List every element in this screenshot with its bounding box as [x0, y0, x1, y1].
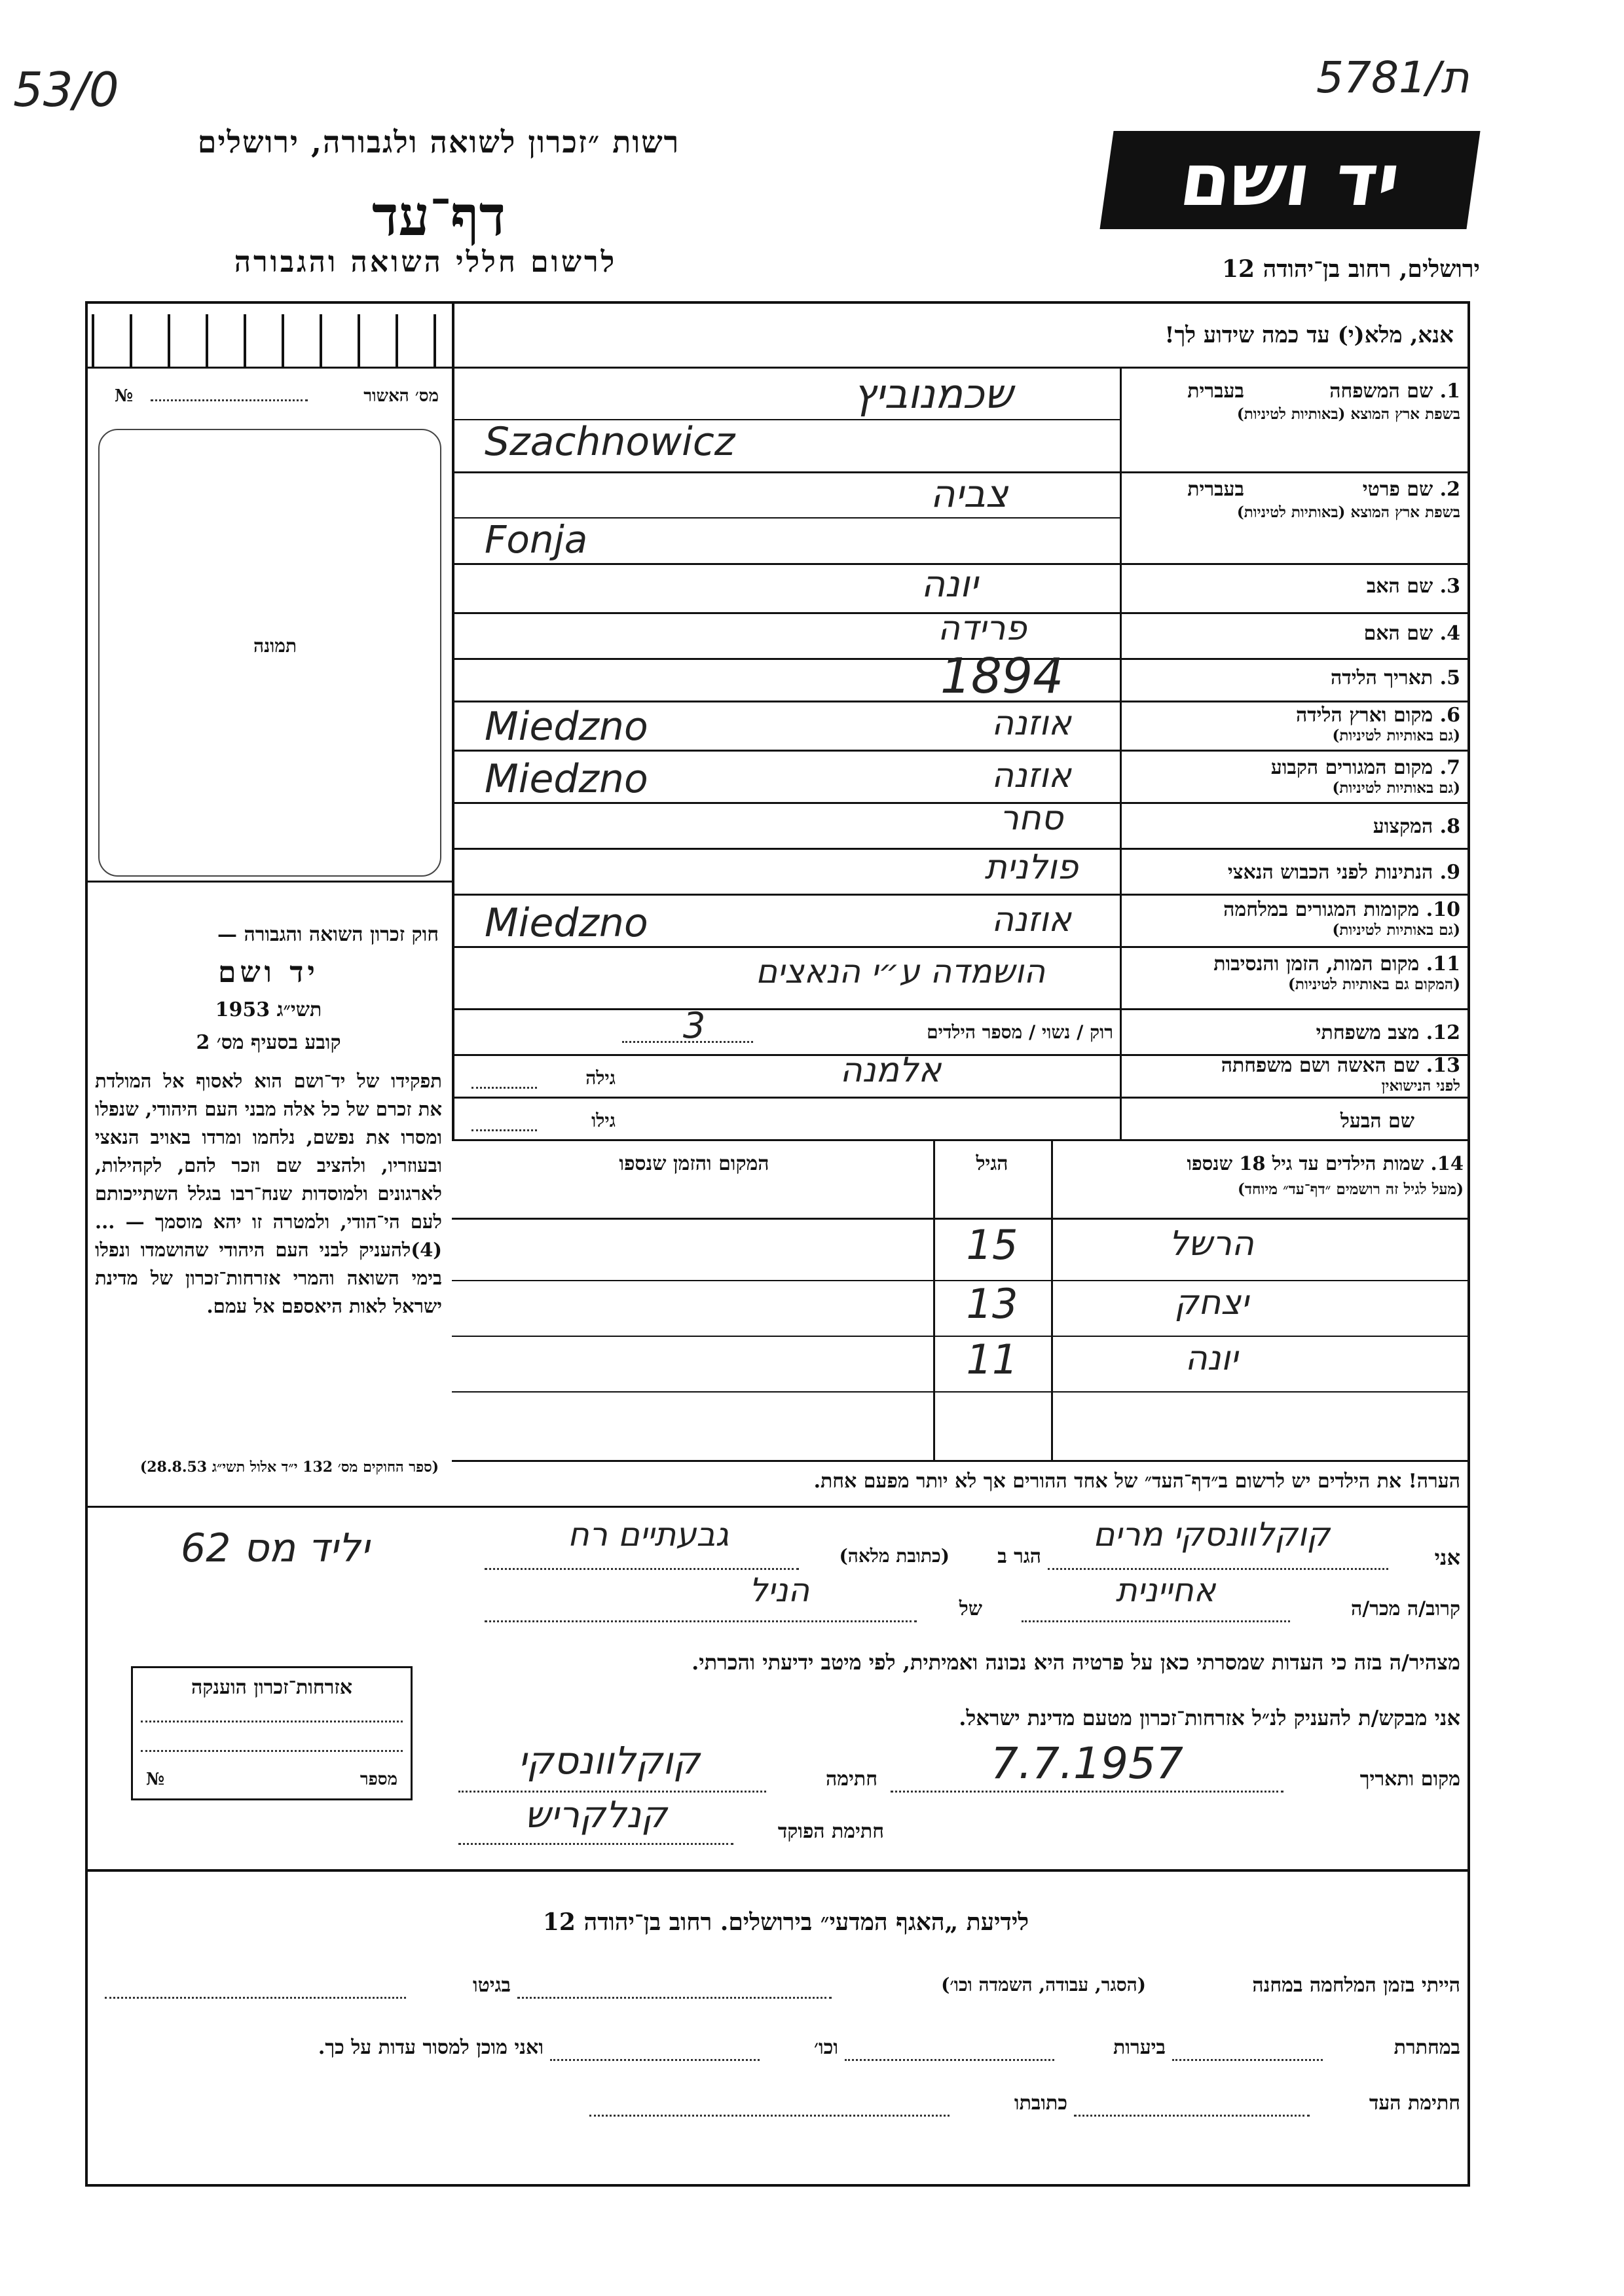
field-marital-status: 12. מצב משפחתי [1316, 1021, 1460, 1044]
footer-line1-c: בגיטו [472, 1974, 511, 1997]
child-age: 11 [966, 1336, 1018, 1383]
of-value: הניל [748, 1571, 810, 1609]
law-title: חוק זכרון השואה והגבורה — [217, 923, 439, 946]
footer-line2-d: ואני מוכן למסור עדות על כך. [318, 2036, 544, 2059]
field-first-name-tag: בעברית [1187, 478, 1244, 501]
footer-line3-a: חתימת העד [1369, 2092, 1460, 2115]
yad-vashem-logo: יד ושם [1099, 131, 1480, 229]
child-age: 15 [966, 1221, 1018, 1269]
field-birth-place: 6. מקום וארץ הלידה (גם באותיות לטיניות) [1295, 704, 1460, 744]
witness-i-label: אני [1434, 1545, 1460, 1570]
form-title: דף־עד [371, 183, 506, 248]
residence-hebrew: אוזנה [991, 756, 1071, 795]
field-wartime-residence: 10. מקומות המגורים במלחמה (גם באותיות לטיניות) [1223, 898, 1460, 939]
children-count-value: 3 [682, 1005, 706, 1046]
official-signature-label: חתימת הפוקד [777, 1820, 884, 1843]
marital-options: רוק / נשוי / מספר הילדים [927, 1021, 1113, 1043]
footer-line2-a: במחתרת [1393, 2036, 1460, 2059]
field-first-name: 2. שם פרטי בשפת ארץ המוצא (באותיות לטיניות) [1236, 478, 1460, 521]
family-name-latin: Szachnowicz [485, 419, 735, 465]
corner-note-top-right: 5ת/781 [1316, 52, 1469, 103]
witness-residing-label: הגר ב [997, 1545, 1041, 1568]
tick-row [92, 314, 449, 367]
declaration: מצהיר/ה בזה כי העדות שמסרתי כאן על פרטיה היא נכונה ואמיתית, לפי מיטב ידיעתי והכרתי. [692, 1650, 1460, 1675]
field-citizenship: 9. הנתינות לפני הכבוש הנאצי [1227, 861, 1460, 884]
field-mother-name: 4. שם האם [1363, 622, 1460, 645]
place-date-label: מקום ותאריך [1359, 1768, 1460, 1791]
child-name: הרשל [1169, 1224, 1254, 1264]
law-name: יד ושם [218, 956, 319, 989]
field-residence: 7. מקום המגורים הקבוע (גם באותיות לטיניות) [1270, 756, 1460, 797]
field-death: 11. מקום המות, הזמן והנסיבות (המקום גם באותיות לטיניות) [1213, 953, 1460, 993]
first-name-hebrew: צביה [930, 471, 1008, 516]
approval-no-sign: № [115, 386, 134, 406]
place-date-value: 7.7.1957 [991, 1738, 1183, 1789]
children-header-place: המקום והזמן שנספו [619, 1152, 769, 1175]
father-name-value: יונה [921, 563, 978, 606]
family-name-hebrew: שכמנוביץ [853, 370, 1013, 418]
address: ירושלים, רחוב בן־יהודה 12 [1221, 255, 1480, 283]
relation-value: אחיינית [1115, 1571, 1216, 1609]
law-reference: (ספר החוקים מס׳ 132 י״ד אלול תשי״ג 28.8.53) [139, 1459, 439, 1476]
cert-no-sign: № [146, 1770, 165, 1789]
birth-place-hebrew: אוזנה [991, 704, 1071, 743]
value-label-divider [1120, 367, 1122, 1139]
field-birth-date: 5. תאריך הלידה [1331, 666, 1460, 689]
law-year: 1953 [215, 998, 270, 1021]
law-year-line [98, 998, 439, 1021]
field-father-name: 3. שם האב [1366, 575, 1460, 598]
footer-line2-b: ביערות [1113, 2036, 1166, 2059]
official-signature-value: קנלקריש [525, 1794, 667, 1836]
signature-label: חתימה [826, 1768, 877, 1791]
law-year-hebrew: תשי״ג [276, 998, 322, 1021]
law-clause: קובע בסעיף מס׳ 2 [196, 1031, 341, 1054]
birth-place-latin: Miedzno [485, 704, 648, 750]
birth-date-value: 1894 [940, 648, 1064, 704]
field-profession: 8. המקצוע [1373, 815, 1460, 838]
profession-value: סחר [999, 799, 1063, 838]
of-label: של [959, 1597, 982, 1620]
corner-note-top-left: 53/0 [13, 62, 119, 117]
wife-name-value: אלמנה [840, 1051, 942, 1090]
signature-value: קוקלוונסקי [518, 1738, 700, 1783]
field-husband-name: שם הבעל [1340, 1110, 1414, 1133]
approval-label: מס׳ האשור [363, 386, 439, 406]
child-name: יצחק [1174, 1283, 1249, 1322]
husband-age-label: גילו [591, 1110, 616, 1131]
field-family-name: 1. שם המשפחה בשפת ארץ המוצא (באותיות לטיניות) [1236, 380, 1460, 423]
wartime-residence-hebrew: אוזנה [991, 900, 1071, 939]
death-value: הושמדה ע״י הנאצים [755, 953, 1046, 991]
footer-line1-b: (הסגר, עבודה, השמדה וכו׳) [941, 1974, 1146, 1995]
mother-name-value: פרידה [938, 609, 1027, 648]
instruction: אנא, מלא(י) עד כמה שידוע לך! [1164, 322, 1454, 348]
field-wife-name: 13. שם האשה ושם משפחתה לפני הנישואין [1221, 1054, 1460, 1095]
first-name-latin: Fonja [485, 517, 588, 562]
wartime-residence-latin: Miedzno [485, 900, 648, 946]
footer-line3-b: כתובתו [1014, 2092, 1067, 2115]
children-header-age: הגיל [976, 1152, 1008, 1175]
citizenship-value: פולנית [984, 848, 1079, 887]
children-note: הערה! את הילדים יש לרשום ב״דף־העד״ של אחד ההורים אך לא יותר מפעם אחת. [813, 1470, 1460, 1493]
witness-name: קוקלוונסקי מרים [1093, 1516, 1330, 1554]
law-text: תפקידו של יד־ושם הוא לאסוף אל המולדת את זכרם של כל אלה מבני העם היהודי, שנפלו ומסרו את נפשם, נלחמו ומרדו באויב הנאצי ובעוזריו, ולהציב שם וזכר להם, לקהילות, לארגונים ולמוסדות שנח־רבו בגלל השתייכותם לעם הי־הודי, ולמטרה זו יהא מוסמך — ...(4)להעניק לבני העם היהודי שהושמדו ונפלו בימי השואה והמרי אזרחות־זכרון של מדינת ישראל לאות היאספם אל עמם. [95, 1070, 442, 1317]
request: אני מבקש/ת להעניק לנ״ל אזרחות־זכרון מטעם מדינת ישראל. [959, 1705, 1460, 1730]
photo-label: תמונה [253, 635, 297, 657]
children-header: 14. שמות הילדים עד גיל 18 שנספו (מעל לגיל זה רושמים ״דף־עד״ מיוחד) [1187, 1152, 1464, 1198]
left-panel-divider [452, 301, 454, 1139]
authority-name: רשות ״זכרון לשואה ולגבורה, ירושלים [197, 124, 680, 160]
memorial-citizenship-box [131, 1666, 413, 1800]
cert-no-label: מספר [360, 1770, 397, 1789]
cert-title: אזרחות־זכרון הוענקה [191, 1676, 353, 1699]
residence-latin: Miedzno [485, 756, 648, 802]
relative-label: קרוב/ה מכר/ה [1351, 1597, 1460, 1620]
child-name: יונה [1185, 1339, 1238, 1378]
footer-title: לידיעת „האגף המדעי״ בירושלים. רחוב בן־יהודה 12 [542, 1908, 1029, 1936]
side-note: יליד מס 62 [181, 1525, 369, 1571]
witness-address-value: גבעתיים רח [568, 1516, 729, 1554]
footer-line2-c: וכו׳ [814, 2036, 838, 2059]
footer-line1-a: הייתי בזמן המלחמה במחנה [1252, 1974, 1460, 1997]
field-family-name-tag: בעברית [1187, 380, 1244, 403]
child-age: 13 [966, 1280, 1018, 1328]
witness-address-label: (כתובת מלאה) [839, 1545, 950, 1567]
wife-age-label: גילה [585, 1067, 616, 1089]
form-subtitle: לרשום חללי השואה והגבורה [234, 246, 618, 279]
